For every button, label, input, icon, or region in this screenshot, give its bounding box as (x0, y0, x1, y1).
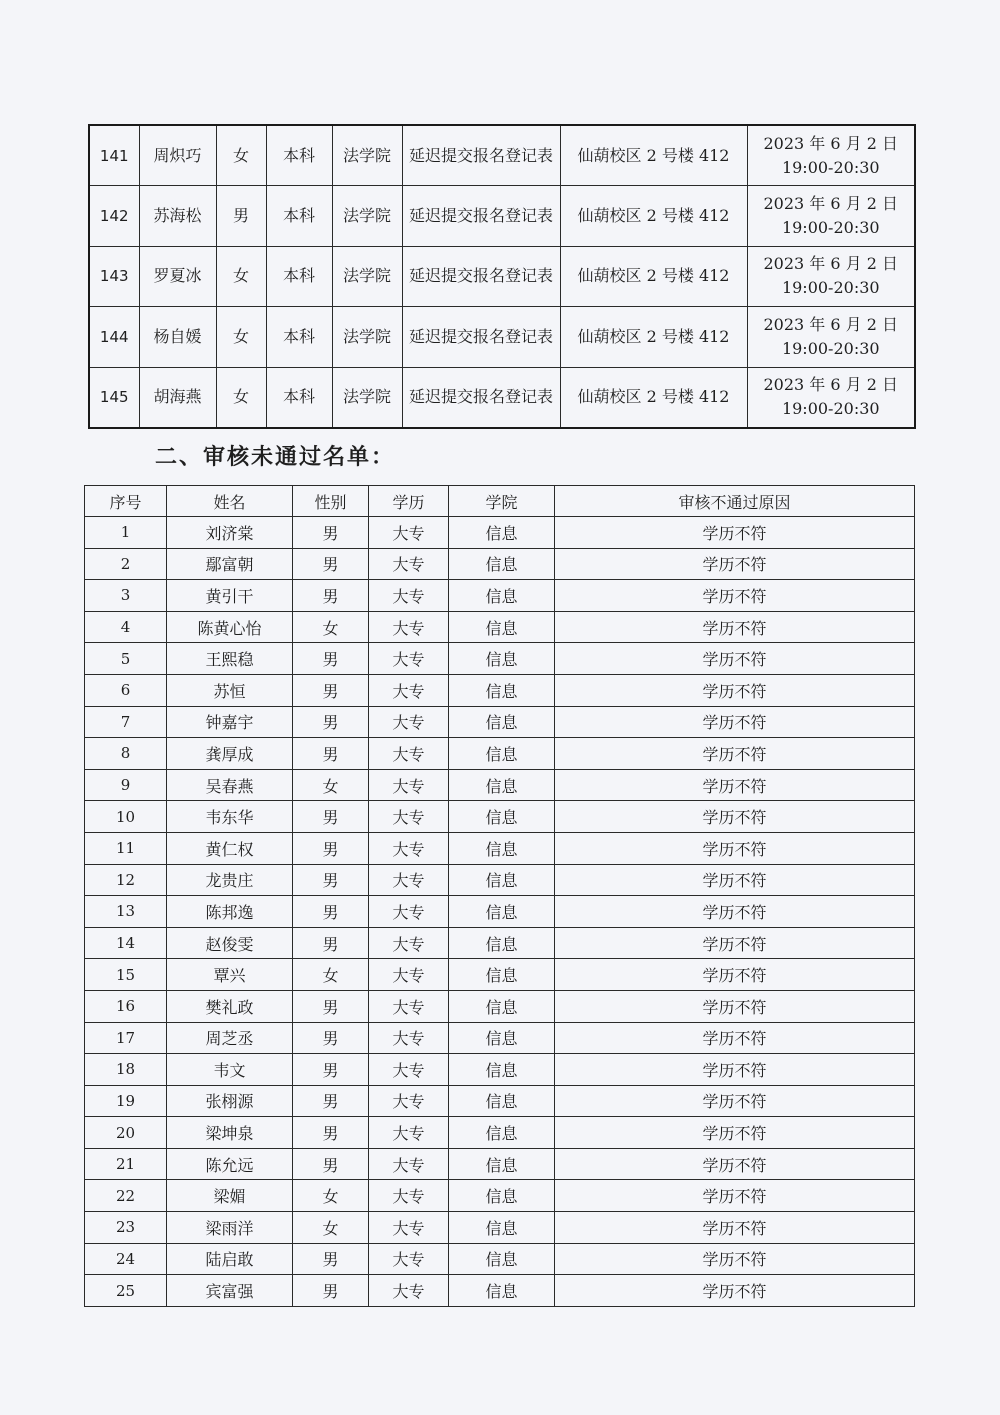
cell-education: 大专 (369, 990, 449, 1022)
cell-reason: 延迟提交报名登记表 (402, 367, 560, 428)
table-row (85, 864, 915, 896)
cell-no: 21 (85, 1148, 167, 1180)
cell-no: 9 (85, 769, 167, 801)
cell-gender: 男 (293, 706, 369, 738)
cell-no: 24 (85, 1243, 167, 1275)
cell-college: 信息 (449, 832, 555, 864)
cell-gender: 女 (216, 307, 266, 367)
cell-gender: 男 (293, 580, 369, 612)
cell-college: 信息 (449, 801, 555, 833)
cell-education: 大专 (369, 706, 449, 738)
cell-education: 本科 (266, 307, 332, 367)
cell-education: 大专 (369, 1243, 449, 1275)
cell-no: 8 (85, 738, 167, 770)
cell-reason: 学历不符 (555, 801, 915, 833)
cell-college: 法学院 (332, 186, 402, 246)
table-row (85, 1275, 915, 1307)
cell-name: 刘济棠 (167, 517, 293, 549)
cell-education: 大专 (369, 864, 449, 896)
table-row (85, 1085, 915, 1117)
cell-no: 16 (85, 990, 167, 1022)
cell-gender: 女 (216, 125, 266, 186)
cell-no: 2 (85, 548, 167, 580)
cell-reason: 学历不符 (555, 706, 915, 738)
cell-gender: 男 (293, 548, 369, 580)
cell-time: 19:00-20:30 (781, 218, 880, 238)
cell-reason: 学历不符 (555, 738, 915, 770)
cell-college: 信息 (449, 1117, 555, 1149)
cell-education: 大专 (369, 611, 449, 643)
cell-reason: 学历不符 (555, 1180, 915, 1212)
cell-name: 黄引干 (167, 580, 293, 612)
cell-name: 罗夏冰 (139, 246, 216, 306)
cell-gender: 男 (293, 517, 369, 549)
cell-date: 2023 年 6 月 2 日 (763, 375, 898, 395)
cell-education: 大专 (369, 548, 449, 580)
cell-no: 1 (85, 517, 167, 549)
cell-name: 周芝丞 (167, 1022, 293, 1054)
cell-datetime (747, 246, 915, 306)
cell-name: 苏恒 (167, 674, 293, 706)
cell-college: 信息 (449, 611, 555, 643)
cell-gender: 男 (216, 186, 266, 246)
cell-college: 法学院 (332, 307, 402, 367)
cell-no: 23 (85, 1212, 167, 1244)
cell-college: 信息 (449, 580, 555, 612)
cell-college: 信息 (449, 643, 555, 675)
cell-gender: 女 (293, 769, 369, 801)
cell-no: 15 (85, 959, 167, 991)
cell-date: 2023 年 6 月 2 日 (763, 133, 898, 153)
cell-education: 大专 (369, 769, 449, 801)
cell-college: 信息 (449, 864, 555, 896)
cell-college: 信息 (449, 517, 555, 549)
cell-college: 法学院 (332, 246, 402, 306)
cell-no: 11 (85, 832, 167, 864)
header-no: 序号 (85, 486, 167, 517)
cell-education: 大专 (369, 832, 449, 864)
cell-no: 20 (85, 1117, 167, 1149)
cell-no: 25 (85, 1275, 167, 1307)
cell-gender: 男 (293, 1054, 369, 1086)
table-row (85, 990, 915, 1022)
table-row (85, 896, 915, 928)
table-row (85, 674, 915, 706)
table-row (85, 1117, 915, 1149)
cell-no: 3 (85, 580, 167, 612)
cell-location: 仙葫校区 2 号楼 412 (560, 246, 747, 306)
table-row (85, 959, 915, 991)
cell-location: 仙葫校区 2 号楼 412 (560, 367, 747, 428)
cell-name: 鄢富朝 (167, 548, 293, 580)
cell-education: 大专 (369, 1085, 449, 1117)
cell-reason: 延迟提交报名登记表 (402, 125, 560, 186)
table-row (89, 307, 915, 367)
cell-education: 大专 (369, 959, 449, 991)
cell-no: 18 (85, 1054, 167, 1086)
cell-education: 大专 (369, 1180, 449, 1212)
cell-name: 苏海松 (139, 186, 216, 246)
cell-no: 7 (85, 706, 167, 738)
cell-college: 信息 (449, 1212, 555, 1244)
cell-college: 信息 (449, 548, 555, 580)
cell-reason: 延迟提交报名登记表 (402, 186, 560, 246)
cell-name: 陆启敢 (167, 1243, 293, 1275)
table-row (85, 548, 915, 580)
cell-reason: 学历不符 (555, 548, 915, 580)
cell-gender: 男 (293, 1085, 369, 1117)
cell-college: 信息 (449, 674, 555, 706)
cell-education: 大专 (369, 1212, 449, 1244)
cell-no: 143 (89, 246, 139, 306)
cell-no: 19 (85, 1085, 167, 1117)
cell-reason: 学历不符 (555, 611, 915, 643)
cell-gender: 男 (293, 864, 369, 896)
cell-reason: 学历不符 (555, 580, 915, 612)
cell-college: 信息 (449, 896, 555, 928)
cell-datetime (747, 367, 915, 428)
cell-name: 钟嘉宇 (167, 706, 293, 738)
table-row (85, 769, 915, 801)
cell-gender: 男 (293, 927, 369, 959)
cell-college: 信息 (449, 990, 555, 1022)
cell-gender: 男 (293, 1022, 369, 1054)
cell-no: 142 (89, 186, 139, 246)
cell-reason: 学历不符 (555, 959, 915, 991)
cell-gender: 女 (293, 959, 369, 991)
cell-college: 信息 (449, 959, 555, 991)
cell-college: 信息 (449, 1180, 555, 1212)
cell-gender: 男 (293, 738, 369, 770)
cell-datetime (747, 186, 915, 246)
table-row (85, 1022, 915, 1054)
cell-reason: 学历不符 (555, 864, 915, 896)
cell-gender: 男 (293, 896, 369, 928)
cell-gender: 女 (293, 1212, 369, 1244)
cell-college: 信息 (449, 738, 555, 770)
cell-no: 17 (85, 1022, 167, 1054)
cell-reason: 延迟提交报名登记表 (402, 246, 560, 306)
cell-education: 本科 (266, 186, 332, 246)
cell-gender: 女 (293, 1180, 369, 1212)
cell-no: 10 (85, 801, 167, 833)
cell-name: 龙贵庄 (167, 864, 293, 896)
cell-no: 5 (85, 643, 167, 675)
cell-college: 信息 (449, 1085, 555, 1117)
cell-location: 仙葫校区 2 号楼 412 (560, 186, 747, 246)
rejected-table-header-row (85, 486, 915, 517)
table-row (85, 580, 915, 612)
cell-education: 大专 (369, 1022, 449, 1054)
cell-no: 145 (89, 367, 139, 428)
cell-name: 韦文 (167, 1054, 293, 1086)
cell-reason: 学历不符 (555, 1148, 915, 1180)
cell-name: 宾富强 (167, 1275, 293, 1307)
cell-date: 2023 年 6 月 2 日 (763, 254, 898, 274)
cell-reason: 学历不符 (555, 1275, 915, 1307)
cell-name: 周炽巧 (139, 125, 216, 186)
cell-reason: 学历不符 (555, 1212, 915, 1244)
cell-education: 大专 (369, 580, 449, 612)
cell-education: 大专 (369, 896, 449, 928)
table-row (85, 927, 915, 959)
cell-education: 大专 (369, 517, 449, 549)
cell-no: 4 (85, 611, 167, 643)
cell-gender: 男 (293, 1275, 369, 1307)
approved-list-table (88, 124, 916, 429)
cell-location: 仙葫校区 2 号楼 412 (560, 125, 747, 186)
header-name: 姓名 (167, 486, 293, 517)
cell-education: 本科 (266, 367, 332, 428)
cell-reason: 学历不符 (555, 517, 915, 549)
cell-gender: 男 (293, 1148, 369, 1180)
cell-datetime (747, 125, 915, 186)
cell-education: 本科 (266, 246, 332, 306)
table-row (89, 125, 915, 186)
table-row (89, 186, 915, 246)
header-gender: 性别 (293, 486, 369, 517)
cell-no: 141 (89, 125, 139, 186)
cell-gender: 男 (293, 801, 369, 833)
table-row (85, 801, 915, 833)
cell-gender: 女 (216, 246, 266, 306)
cell-name: 王熙稳 (167, 643, 293, 675)
cell-gender: 男 (293, 990, 369, 1022)
cell-reason: 学历不符 (555, 896, 915, 928)
cell-no: 14 (85, 927, 167, 959)
cell-education: 大专 (369, 1054, 449, 1086)
cell-name: 张栩源 (167, 1085, 293, 1117)
cell-education: 大专 (369, 801, 449, 833)
cell-college: 信息 (449, 1275, 555, 1307)
cell-reason: 学历不符 (555, 643, 915, 675)
cell-name: 胡海燕 (139, 367, 216, 428)
cell-reason: 学历不符 (555, 832, 915, 864)
cell-name: 梁雨洋 (167, 1212, 293, 1244)
cell-college: 信息 (449, 1022, 555, 1054)
cell-gender: 女 (216, 367, 266, 428)
cell-college: 法学院 (332, 125, 402, 186)
table-row (85, 517, 915, 549)
table-row (85, 706, 915, 738)
cell-education: 大专 (369, 1275, 449, 1307)
cell-no: 12 (85, 864, 167, 896)
table-row (85, 1054, 915, 1086)
cell-name: 陈黄心怡 (167, 611, 293, 643)
rejected-list-table (84, 485, 915, 1307)
rejected-list-body (85, 517, 915, 1307)
header-reason: 审核不通过原因 (555, 486, 915, 517)
cell-date: 2023 年 6 月 2 日 (763, 194, 898, 214)
cell-gender: 男 (293, 1243, 369, 1275)
cell-college: 信息 (449, 769, 555, 801)
cell-date: 2023 年 6 月 2 日 (763, 314, 898, 334)
cell-name: 梁坤泉 (167, 1117, 293, 1149)
cell-time: 19:00-20:30 (781, 278, 880, 298)
table-row (85, 1212, 915, 1244)
cell-education: 大专 (369, 643, 449, 675)
cell-reason: 学历不符 (555, 927, 915, 959)
table-row (85, 611, 915, 643)
section-title: 二、审核未通过名单： (155, 444, 396, 470)
cell-location: 仙葫校区 2 号楼 412 (560, 307, 747, 367)
cell-college: 信息 (449, 927, 555, 959)
cell-reason: 学历不符 (555, 990, 915, 1022)
cell-reason: 学历不符 (555, 674, 915, 706)
cell-gender: 女 (293, 611, 369, 643)
table-row (85, 1180, 915, 1212)
cell-reason: 学历不符 (555, 1022, 915, 1054)
cell-gender: 男 (293, 643, 369, 675)
cell-time: 19:00-20:30 (781, 157, 880, 177)
cell-time: 19:00-20:30 (781, 399, 880, 419)
cell-college: 法学院 (332, 367, 402, 428)
cell-education: 大专 (369, 674, 449, 706)
table-row (85, 832, 915, 864)
table-row (85, 643, 915, 675)
cell-gender: 男 (293, 674, 369, 706)
cell-no: 144 (89, 307, 139, 367)
cell-reason: 学历不符 (555, 1243, 915, 1275)
cell-name: 龚厚成 (167, 738, 293, 770)
cell-gender: 男 (293, 832, 369, 864)
table-row (85, 1243, 915, 1275)
header-education: 学历 (369, 486, 449, 517)
cell-college: 信息 (449, 1148, 555, 1180)
cell-college: 信息 (449, 706, 555, 738)
cell-no: 22 (85, 1180, 167, 1212)
cell-education: 大专 (369, 738, 449, 770)
table-row (85, 1148, 915, 1180)
cell-name: 杨自媛 (139, 307, 216, 367)
cell-reason: 学历不符 (555, 1054, 915, 1086)
cell-name: 陈允远 (167, 1148, 293, 1180)
table-row (89, 246, 915, 306)
cell-education: 大专 (369, 927, 449, 959)
cell-gender: 男 (293, 1117, 369, 1149)
cell-name: 梁媚 (167, 1180, 293, 1212)
cell-education: 大专 (369, 1148, 449, 1180)
cell-name: 韦东华 (167, 801, 293, 833)
header-college: 学院 (449, 486, 555, 517)
cell-no: 6 (85, 674, 167, 706)
cell-education: 本科 (266, 125, 332, 186)
approved-list-body (89, 125, 915, 428)
cell-college: 信息 (449, 1243, 555, 1275)
cell-time: 19:00-20:30 (781, 338, 880, 358)
cell-name: 赵俊雯 (167, 927, 293, 959)
cell-college: 信息 (449, 1054, 555, 1086)
cell-name: 黄仁权 (167, 832, 293, 864)
cell-reason: 学历不符 (555, 769, 915, 801)
cell-name: 覃兴 (167, 959, 293, 991)
cell-datetime (747, 307, 915, 367)
cell-reason: 学历不符 (555, 1085, 915, 1117)
cell-name: 樊礼政 (167, 990, 293, 1022)
cell-name: 陈邦逸 (167, 896, 293, 928)
cell-reason: 学历不符 (555, 1117, 915, 1149)
cell-no: 13 (85, 896, 167, 928)
table-row (89, 367, 915, 428)
cell-education: 大专 (369, 1117, 449, 1149)
table-row (85, 738, 915, 770)
cell-reason: 延迟提交报名登记表 (402, 307, 560, 367)
cell-name: 吴春燕 (167, 769, 293, 801)
